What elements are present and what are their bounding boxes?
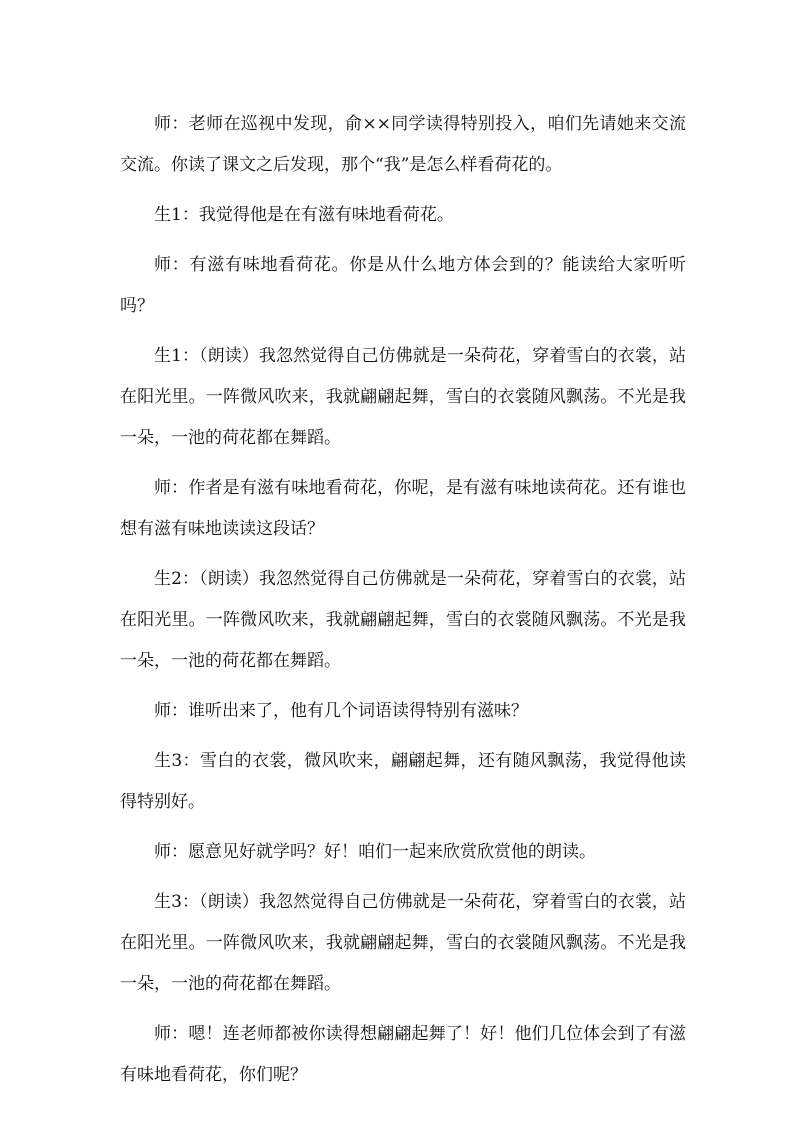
- document-body: [120, 104, 686, 1105]
- paragraph-student-3-reading: 生3：（朗读）我忽然觉得自己仿佛就是一朵荷花，穿着雪白的衣裳，站在阳光里。一阵微风吹来，我就翩翩起舞，雪白的衣裳随风飘荡。不光是我一朵，一池的荷花都在舞蹈。: [120, 892, 686, 994]
- paragraph-teacher-6: 师：嗯！连老师都被你读得想翩翩起舞了！好！他们几位体会到了有滋有味地看荷花，你们呢？: [120, 1024, 686, 1085]
- paragraph-student-3: 生3：雪白的衣裳，微风吹来，翩翩起舞，还有随风飘荡，我觉得他读得特别好。: [120, 751, 686, 812]
- paragraph-student-1-reading: 生1：（朗读）我忽然觉得自己仿佛就是一朵荷花，穿着雪白的衣裳，站在阳光里。一阵微风吹来，我就翩翩起舞，雪白的衣裳随风飘荡。不光是我一朵，一池的荷花都在舞蹈。: [120, 346, 686, 448]
- paragraph-teacher-3: 师：作者是有滋有味地看荷花，你呢，是有滋有味地读荷花。还有谁也想有滋有味地读读这段话？: [120, 478, 686, 539]
- paragraph-student-1: 生1：我觉得他是在有滋有味地看荷花。: [154, 205, 454, 225]
- paragraph-teacher-2: 师：有滋有味地看荷花。你是从什么地方体会到的？能读给大家听听吗？: [120, 255, 686, 316]
- paragraph-teacher-4: 师：谁听出来了，他有几个词语读得特别有滋味？: [154, 701, 528, 721]
- paragraph-teacher-5: 师：愿意见好就学吗？好！咱们一起来欣赏欣赏他的朗读。: [154, 842, 596, 862]
- paragraph-student-2-reading: 生2：（朗读）我忽然觉得自己仿佛就是一朵荷花，穿着雪白的衣裳，站在阳光里。一阵微风吹来，我就翩翩起舞，雪白的衣裳随风飘荡。不光是我一朵，一池的荷花都在舞蹈。: [120, 569, 686, 671]
- paragraph-teacher-1: 师：老师在巡视中发现，俞××同学读得特别投入，咱们先请她来交流交流。你读了课文之后发现，那个“我”是怎么样看荷花的。: [120, 114, 686, 175]
